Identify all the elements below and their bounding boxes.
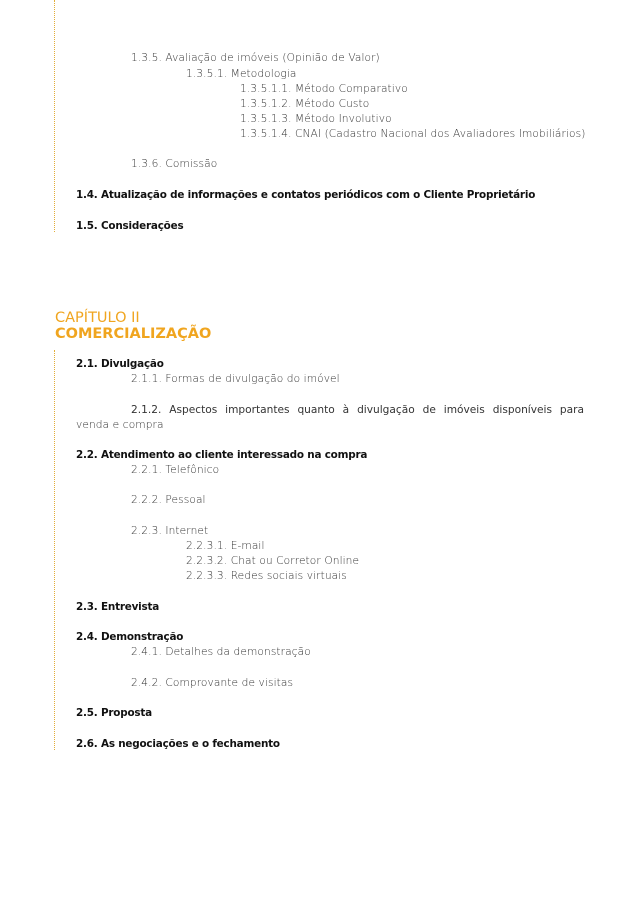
- toc-2-2-3: 2.2.3. Internet: [131, 525, 209, 537]
- toc-2-1-1: 2.1.1. Formas de divulgação do imóvel: [131, 373, 340, 385]
- toc-1-3-5-1: 1.3.5.1. Metodologia: [186, 68, 297, 80]
- toc-1-4: 1.4. Atualização de informações e contatos periódicos com o Cliente Proprietário: [76, 189, 536, 201]
- toc-2-2-3-1: 2.2.3.1. E-mail: [186, 540, 265, 552]
- chapter-title: COMERCIALIZAÇÃO: [55, 326, 212, 342]
- toc-1-5: 1.5. Considerações: [76, 220, 184, 232]
- margin-rule-top: [54, 0, 55, 232]
- toc-1-3-5-1-2: 1.3.5.1.2. Método Custo: [240, 98, 370, 110]
- toc-2-2-1: 2.2.1. Telefônico: [131, 464, 220, 476]
- toc-2-2: 2.2. Atendimento ao cliente interessado na compra: [76, 449, 368, 461]
- toc-2-2-3-3: 2.2.3.3. Redes sociais virtuais: [186, 570, 347, 582]
- margin-rule-bottom: [54, 350, 55, 750]
- toc-1-3-5-1-3: 1.3.5.1.3. Método Involutivo: [240, 113, 392, 125]
- toc-1-3-5: 1.3.5. Avaliação de imóveis (Opinião de Valor): [131, 52, 380, 64]
- toc-2-4-1: 2.4.1. Detalhes da demonstração: [131, 646, 311, 658]
- toc-2-2-2: 2.2.2. Pessoal: [131, 494, 206, 506]
- toc-2-1-2-line1: 2.1.2. Aspectos importantes quanto à divulgação de imóveis disponíveis para: [131, 404, 584, 416]
- toc-1-3-5-1-1: 1.3.5.1.1. Método Comparativo: [240, 83, 408, 95]
- toc-2-4-2: 2.4.2. Comprovante de visitas: [131, 677, 294, 689]
- toc-2-4: 2.4. Demonstração: [76, 631, 184, 643]
- toc-2-2-3-2: 2.2.3.2. Chat ou Corretor Online: [186, 555, 360, 567]
- chapter-number: CAPÍTULO II: [55, 310, 140, 326]
- toc-2-1: 2.1. Divulgação: [76, 358, 164, 370]
- toc-2-6: 2.6. As negociações e o fechamento: [76, 738, 280, 750]
- toc-2-3: 2.3. Entrevista: [76, 601, 160, 613]
- toc-2-5: 2.5. Proposta: [76, 707, 152, 719]
- toc-2-1-2-line2: venda e compra: [76, 419, 164, 431]
- toc-1-3-5-1-4: 1.3.5.1.4. CNAI (Cadastro Nacional dos Avaliadores Imobiliários): [240, 128, 586, 140]
- toc-1-3-6: 1.3.6. Comissão: [131, 158, 218, 170]
